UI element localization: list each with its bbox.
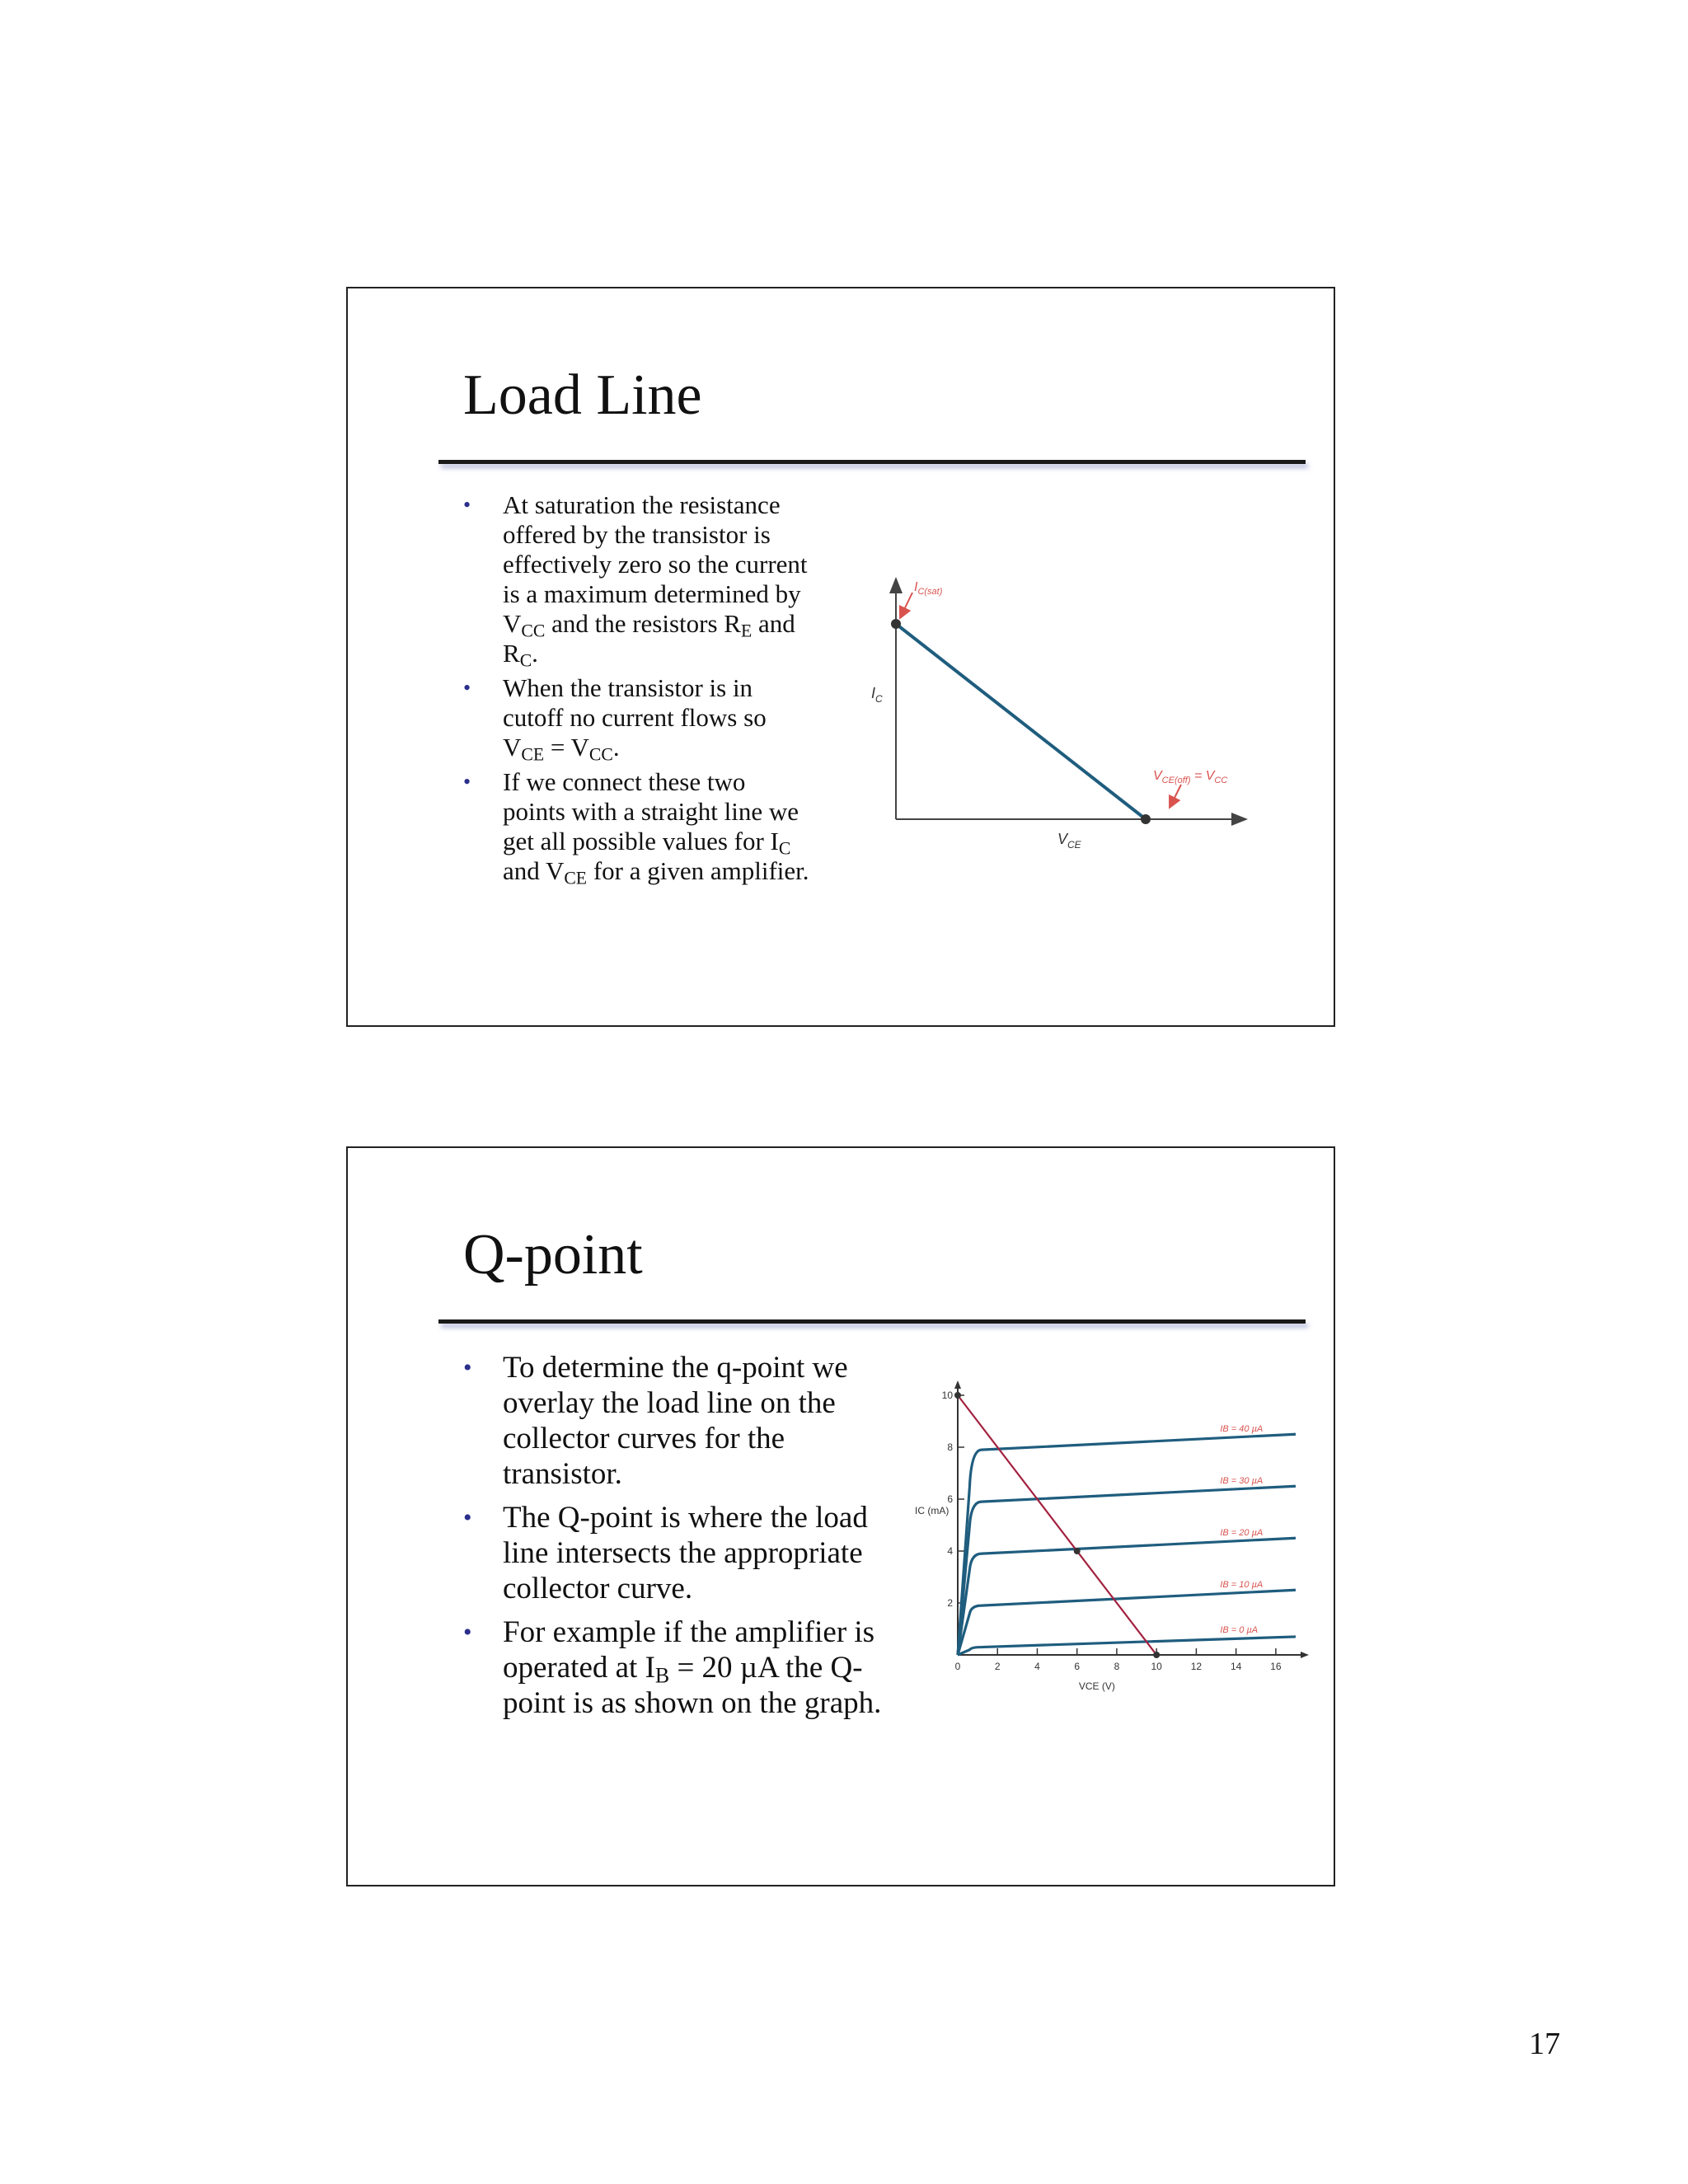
- bullet-marker: •: [463, 1354, 472, 1381]
- off-label-arrow: [1170, 785, 1181, 808]
- y-tick-label: 8: [947, 1441, 953, 1453]
- bullet-text: At saturation the resistance offered by the transistor is effectively zero so the current is a maximum determined by V: [503, 490, 808, 638]
- x-tick-label: 16: [1270, 1661, 1282, 1672]
- saturation-point: [954, 1392, 961, 1399]
- slide-load-line: [346, 287, 1335, 1027]
- x-tick-label: 10: [1151, 1661, 1162, 1672]
- bullet-text: and V: [503, 856, 565, 885]
- bullet-marker: •: [463, 1619, 472, 1646]
- subscript: CC: [521, 621, 546, 641]
- bullet-text: .: [612, 733, 620, 762]
- bullet-marker: •: [463, 493, 471, 517]
- bullet-item: [463, 1350, 892, 1492]
- subscript: E: [740, 621, 753, 641]
- x-tick-label: 0: [954, 1661, 961, 1672]
- bullet-item: [463, 1615, 892, 1721]
- y-tick-label: 4: [947, 1545, 953, 1557]
- collector-curves-chart: [908, 1371, 1316, 1700]
- subscript: CE: [564, 868, 588, 888]
- bullet-item: [463, 673, 809, 765]
- bullet-item: [463, 1500, 892, 1606]
- bullet-text: If we connect these two points with a straight line we get all possible values for I: [503, 767, 799, 855]
- series-label: IB = 40 µA: [1220, 1423, 1264, 1434]
- bullet-text: = 20 µA the Q-point is as shown on the graph.: [503, 1651, 882, 1720]
- bullet-text: To determine the q-point we overlay the load line on the collector curves for the transistor.: [503, 1351, 848, 1491]
- bullet-list: [463, 1350, 892, 1729]
- bullet-text: and the resistors R: [545, 609, 741, 638]
- slide-title: Q-point: [463, 1223, 643, 1286]
- x-tick-label: 8: [1114, 1661, 1120, 1672]
- y-axis-arrow: [954, 1380, 961, 1389]
- cutoff-point: [1153, 1652, 1160, 1658]
- bullet-text: .: [532, 639, 538, 668]
- subscript: CC: [588, 744, 613, 765]
- series-label: IB = 10 µA: [1220, 1579, 1264, 1590]
- x-tick-label: 2: [994, 1661, 1001, 1672]
- y-axis-label: IC (mA): [915, 1505, 950, 1516]
- y-tick-label: 6: [947, 1493, 953, 1505]
- bullet-list: [463, 490, 809, 891]
- x-tick-label: 14: [1230, 1661, 1242, 1672]
- cutoff-point: [1141, 814, 1151, 824]
- slide-title: Load Line: [463, 363, 702, 427]
- sat-label: $I_{C(sat)}$: [914, 580, 943, 597]
- collector-curve: [958, 1434, 1296, 1655]
- load-line: [958, 1395, 1156, 1655]
- series-label: IB = 0 µA: [1220, 1624, 1259, 1635]
- q-point: [1074, 1548, 1081, 1554]
- bullet-text: When the transistor is in cutoff no current flows so V: [503, 673, 767, 762]
- x-axis-label: VCE (V): [1078, 1680, 1115, 1692]
- x-tick-label: 12: [1190, 1661, 1203, 1672]
- bullet-marker: •: [463, 1504, 472, 1531]
- saturation-point: [891, 619, 901, 629]
- load-line: [896, 624, 1146, 819]
- x-axis-arrow: [1301, 1652, 1309, 1658]
- y-axis-label: $I_C$: [871, 685, 883, 705]
- off-label: $V_{CE(off)} = V_{CC}$: [1153, 769, 1228, 785]
- bullet-marker: •: [463, 770, 471, 794]
- bullet-marker: •: [463, 676, 471, 700]
- subscript: CE: [521, 744, 545, 765]
- x-tick-label: 6: [1074, 1661, 1081, 1672]
- bullet-item: [463, 490, 809, 671]
- subscript: C: [778, 838, 791, 859]
- bullet-text: = V: [544, 733, 589, 762]
- title-divider: [438, 1319, 1306, 1324]
- sat-label-arrow: [900, 593, 912, 618]
- series-label: IB = 30 µA: [1220, 1475, 1264, 1486]
- series-label: IB = 20 µA: [1220, 1527, 1264, 1538]
- x-tick-label: 4: [1034, 1661, 1040, 1672]
- collector-curve: [958, 1637, 1296, 1655]
- x-axis-label: $V_{CE}$: [1057, 831, 1081, 851]
- bullet-text: for a given amplifier.: [587, 856, 809, 885]
- y-tick-label: 2: [947, 1597, 953, 1609]
- title-divider: [438, 460, 1306, 464]
- bullet-item: [463, 767, 809, 886]
- subscript: B: [654, 1663, 670, 1688]
- bullet-text: and R: [503, 609, 795, 668]
- slide-q-point: [346, 1146, 1335, 1886]
- y-tick-label: 10: [941, 1390, 953, 1401]
- bullet-text: For example if the amplifier is operated at I: [503, 1615, 875, 1685]
- page-number: 17: [1529, 2027, 1560, 2061]
- load-line-diagram: [830, 546, 1292, 859]
- bullet-text: The Q-point is where the load line intersects the appropriate collector curve.: [503, 1501, 868, 1605]
- subscript: C: [519, 650, 532, 671]
